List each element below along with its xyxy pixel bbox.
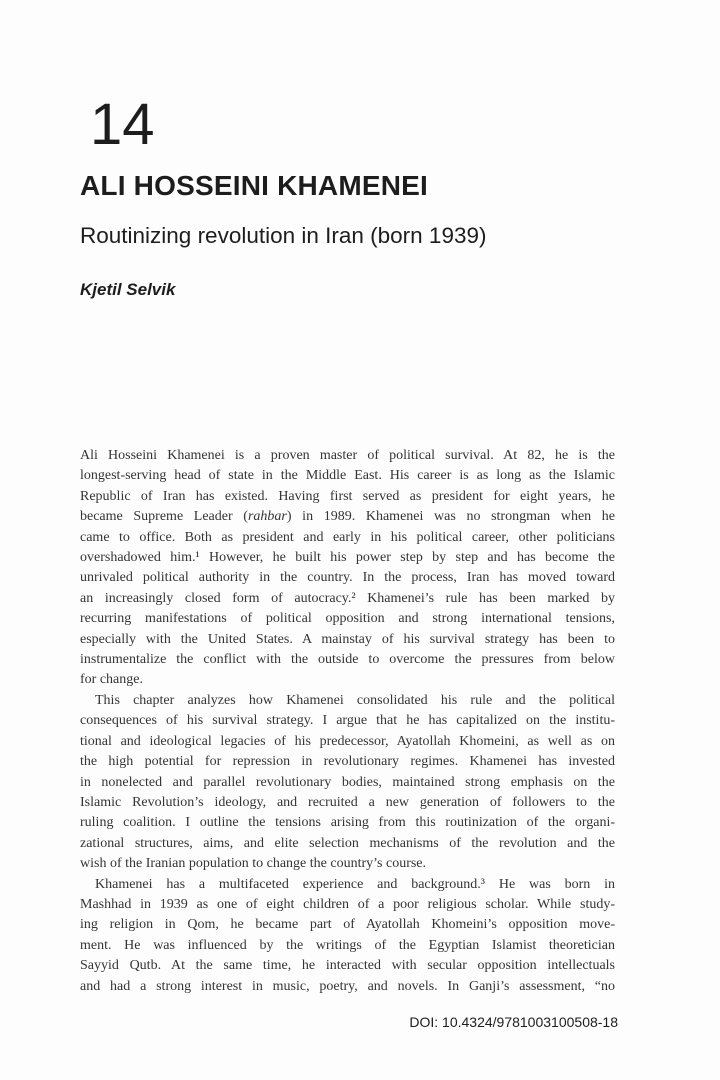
- text-line: an increasingly closed form of autocracy.² Khamenei’s rule has been marked by: [80, 590, 615, 606]
- text-line: Mashhad in 1939 as one of eight children of a poor religious scholar. While study-: [80, 896, 615, 912]
- text-line: the high potential for repression in revolutionary regimes. Khamenei has invested: [80, 754, 615, 770]
- text-line: Khamenei has a multifaceted experience and background.³ He was born in: [95, 876, 615, 892]
- text-line: Sayyid Qutb. At the same time, he interacted with secular opposition intellectuals: [80, 958, 615, 974]
- text-line: unrivaled political authority in the country. In the process, Iran has moved toward: [80, 570, 615, 586]
- text-line: for change.: [80, 672, 143, 688]
- body-text: [80, 446, 615, 997]
- text-line: in nonelected and parallel revolutionary bodies, maintained strong emphasis on the: [80, 774, 615, 790]
- text-line: ruling coalition. I outline the tensions arising from this routinization of the organi-: [80, 815, 615, 831]
- chapter-number: 14: [90, 92, 155, 157]
- text-line: longest-serving head of state in the Middle East. His career is as long as the Islamic: [80, 468, 615, 484]
- text-line: came to office. Both as president and early in his political career, other politicians: [80, 529, 615, 545]
- doi-text: DOI: 10.4324/9781003100508-18: [409, 1014, 618, 1030]
- text-line: Ali Hosseini Khamenei is a proven master of political survival. At 82, he is the: [80, 448, 615, 463]
- text-line: especially with the United States. A mainstay of his survival strategy has been to: [80, 631, 615, 647]
- text-line: became Supreme Leader (rahbar) in 1989. Khamenei was no strongman when he: [80, 509, 616, 525]
- text-line: tional and ideological legacies of his predecessor, Ayatollah Khomeini, as well as on: [80, 733, 615, 749]
- paragraph: [80, 875, 615, 997]
- text-line: Islamic Revolution’s ideology, and recruited a new generation of followers to the: [80, 794, 615, 810]
- text-line: ing religion in Qom, he became part of Ayatollah Khomeini’s opposition move-: [80, 917, 615, 933]
- text-line: zational structures, aims, and elite selection mechanisms of the revolution and the: [80, 835, 615, 851]
- text-line: and had a strong interest in music, poetry, and novels. In Ganji’s assessment, “no: [80, 978, 615, 994]
- chapter-subtitle: Routinizing revolution in Iran (born 1939): [80, 223, 487, 248]
- author-name: Kjetil Selvik: [80, 280, 176, 299]
- text-line: recurring manifestations of political opposition and strong international tensions,: [80, 611, 615, 627]
- paragraph: [80, 446, 615, 691]
- page-title: ALI HOSSEINI KHAMENEI: [80, 170, 429, 201]
- text-line: instrumentalize the conflict with the outside to overcome the pressures from below: [80, 652, 615, 668]
- text-line: Republic of Iran has existed. Having first served as president for eight years, he: [80, 488, 615, 504]
- text-line: wish of the Iranian population to change the country’s course.: [80, 856, 427, 872]
- paragraph: [80, 691, 615, 875]
- text-line: overshadowed him.¹ However, he built his power step by step and has become the: [80, 550, 615, 566]
- text-line: consequences of his survival strategy. I argue that he has capitalized on the institu-: [80, 713, 615, 729]
- text-line: ment. He was influenced by the writings of the Egyptian Islamist theoretician: [80, 937, 615, 953]
- text-line: This chapter analyzes how Khamenei consolidated his rule and the political: [95, 692, 615, 708]
